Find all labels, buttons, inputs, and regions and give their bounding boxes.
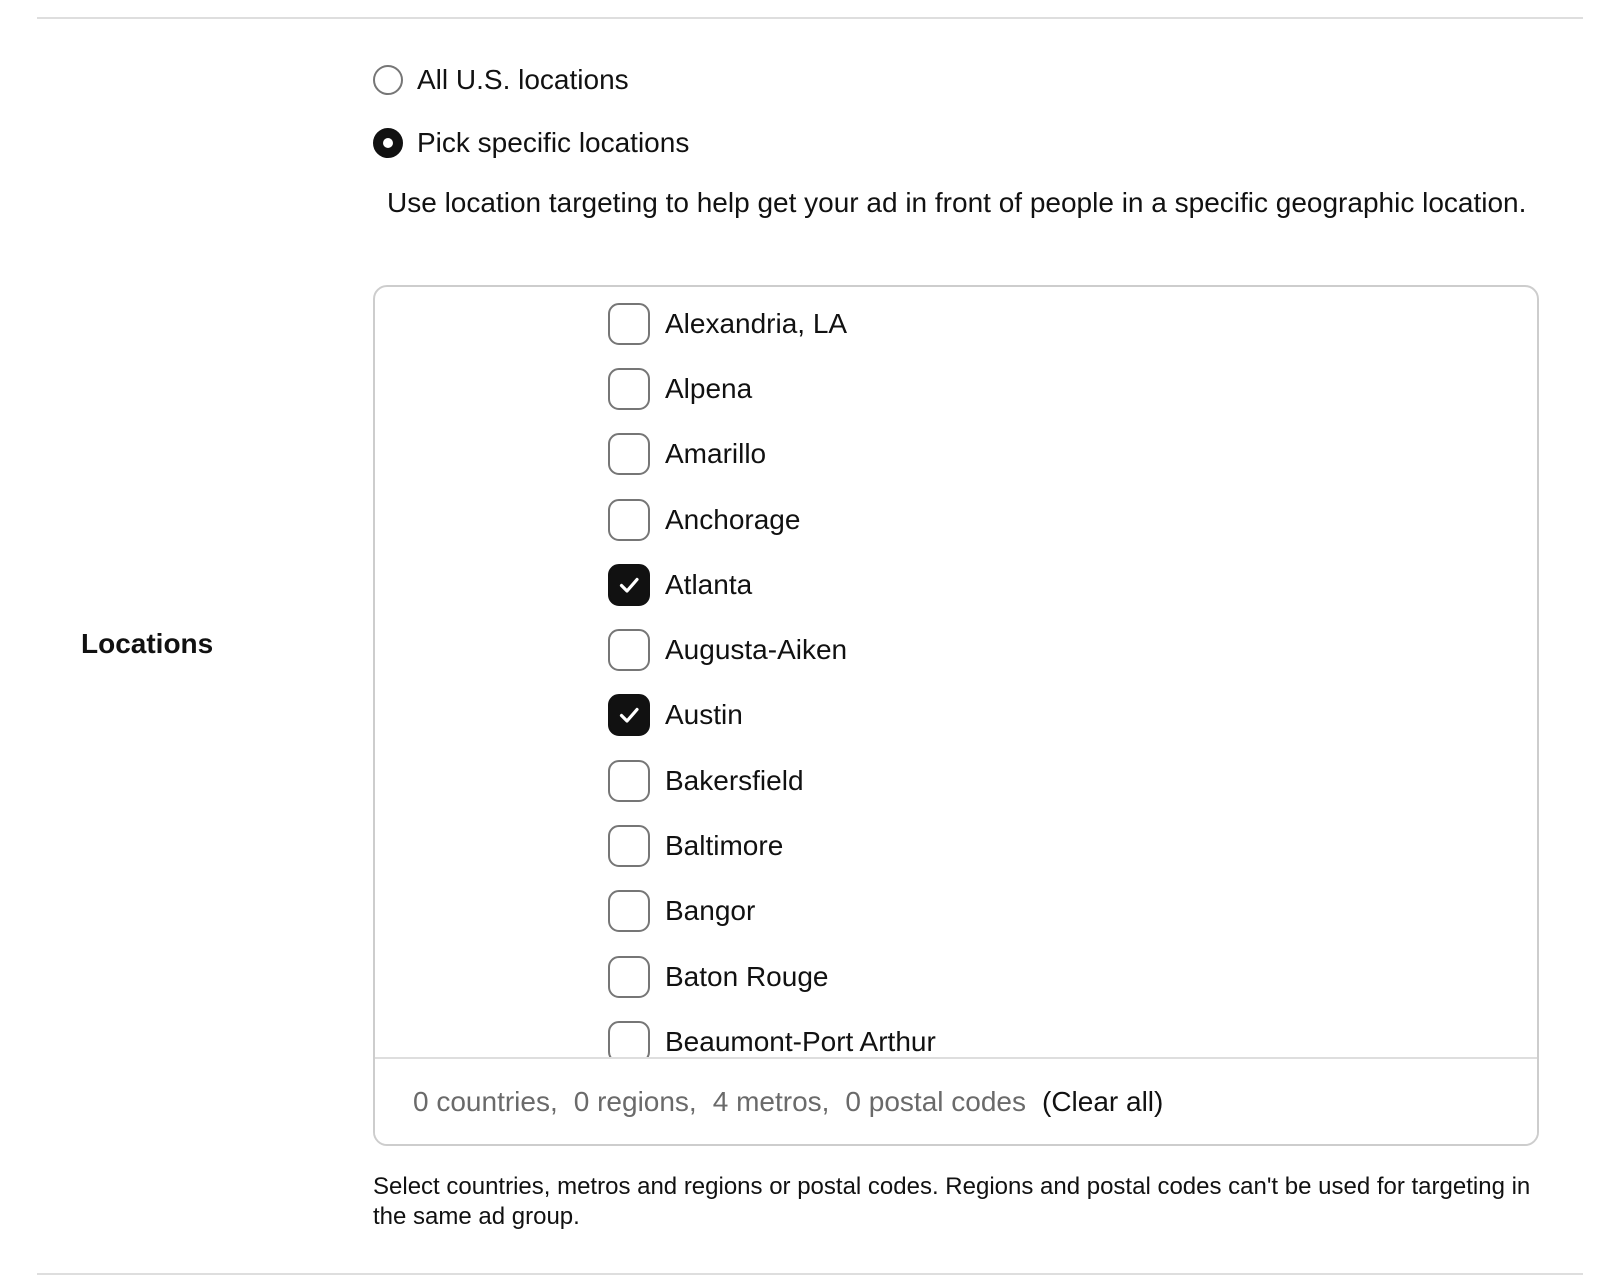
radio-label-all-us: All U.S. locations [417,64,629,95]
locations-list [608,291,936,1057]
location-label: Atlanta [665,568,753,600]
location-label: Austin [665,699,743,731]
location-checkbox[interactable] [608,303,650,345]
location-checkbox[interactable] [608,694,650,736]
location-checkbox[interactable] [608,956,650,998]
location-item[interactable] [608,944,936,1009]
location-label: Bangor [665,895,756,927]
location-label: Augusta-Aiken [665,634,848,666]
location-label: Baton Rouge [665,960,829,992]
location-label: Beaumont-Port Arthur [665,1025,936,1057]
location-item[interactable] [608,813,936,878]
location-label: Alpena [665,372,753,404]
location-label: Baltimore [665,830,784,862]
location-checkbox[interactable] [608,499,650,541]
location-item[interactable] [608,356,936,421]
selection-summary [375,1057,1537,1144]
location-item[interactable] [608,617,936,682]
location-checkbox[interactable] [608,629,650,671]
summary-regions: 0 regions, [573,1085,697,1117]
location-item[interactable] [608,291,936,356]
location-item[interactable] [608,683,936,748]
location-label: Bakersfield [665,764,804,796]
checkmark-icon [617,573,641,597]
radio-label-pick-specific: Pick specific locations [417,127,690,158]
location-checkbox[interactable] [608,825,650,867]
location-checkbox[interactable] [608,564,650,606]
checkmark-icon [617,703,641,727]
location-item[interactable] [608,748,936,813]
location-label: Anchorage [665,503,801,535]
location-item[interactable] [608,422,936,487]
location-item[interactable] [608,487,936,552]
summary-metros: 4 metros, [712,1085,830,1117]
radio-pick-specific-locations[interactable] [373,123,689,163]
radio-button-all-us[interactable] [373,65,403,95]
location-checkbox[interactable] [608,890,650,932]
location-checkbox[interactable] [608,368,650,410]
bottom-divider [37,1273,1583,1275]
locations-help-text: Select countries, metros and regions or postal codes. Regions and postal codes can't be used for targeting in the same ad group. [373,1173,1531,1230]
location-targeting-description: Use location targeting to help get your ad in front of people in a specific geographic location. [387,187,1527,218]
locations-scroll-area[interactable] [375,287,1537,1057]
locations-list-box [373,285,1539,1146]
top-divider [37,17,1583,19]
location-checkbox[interactable] [608,760,650,802]
summary-postal-codes: 0 postal codes [845,1085,1026,1117]
clear-all-link[interactable]: (Clear all) [1042,1085,1164,1117]
radio-all-us-locations[interactable] [373,60,629,100]
summary-countries: 0 countries, [413,1085,558,1117]
radio-button-pick-specific[interactable] [373,128,403,158]
location-item[interactable] [608,552,936,617]
location-checkbox[interactable] [608,1021,650,1057]
location-label: Alexandria, LA [665,307,848,339]
location-item[interactable] [608,1009,936,1057]
location-item[interactable] [608,879,936,944]
location-label: Amarillo [665,438,767,470]
section-label-locations: Locations [81,628,214,659]
location-checkbox[interactable] [608,433,650,475]
